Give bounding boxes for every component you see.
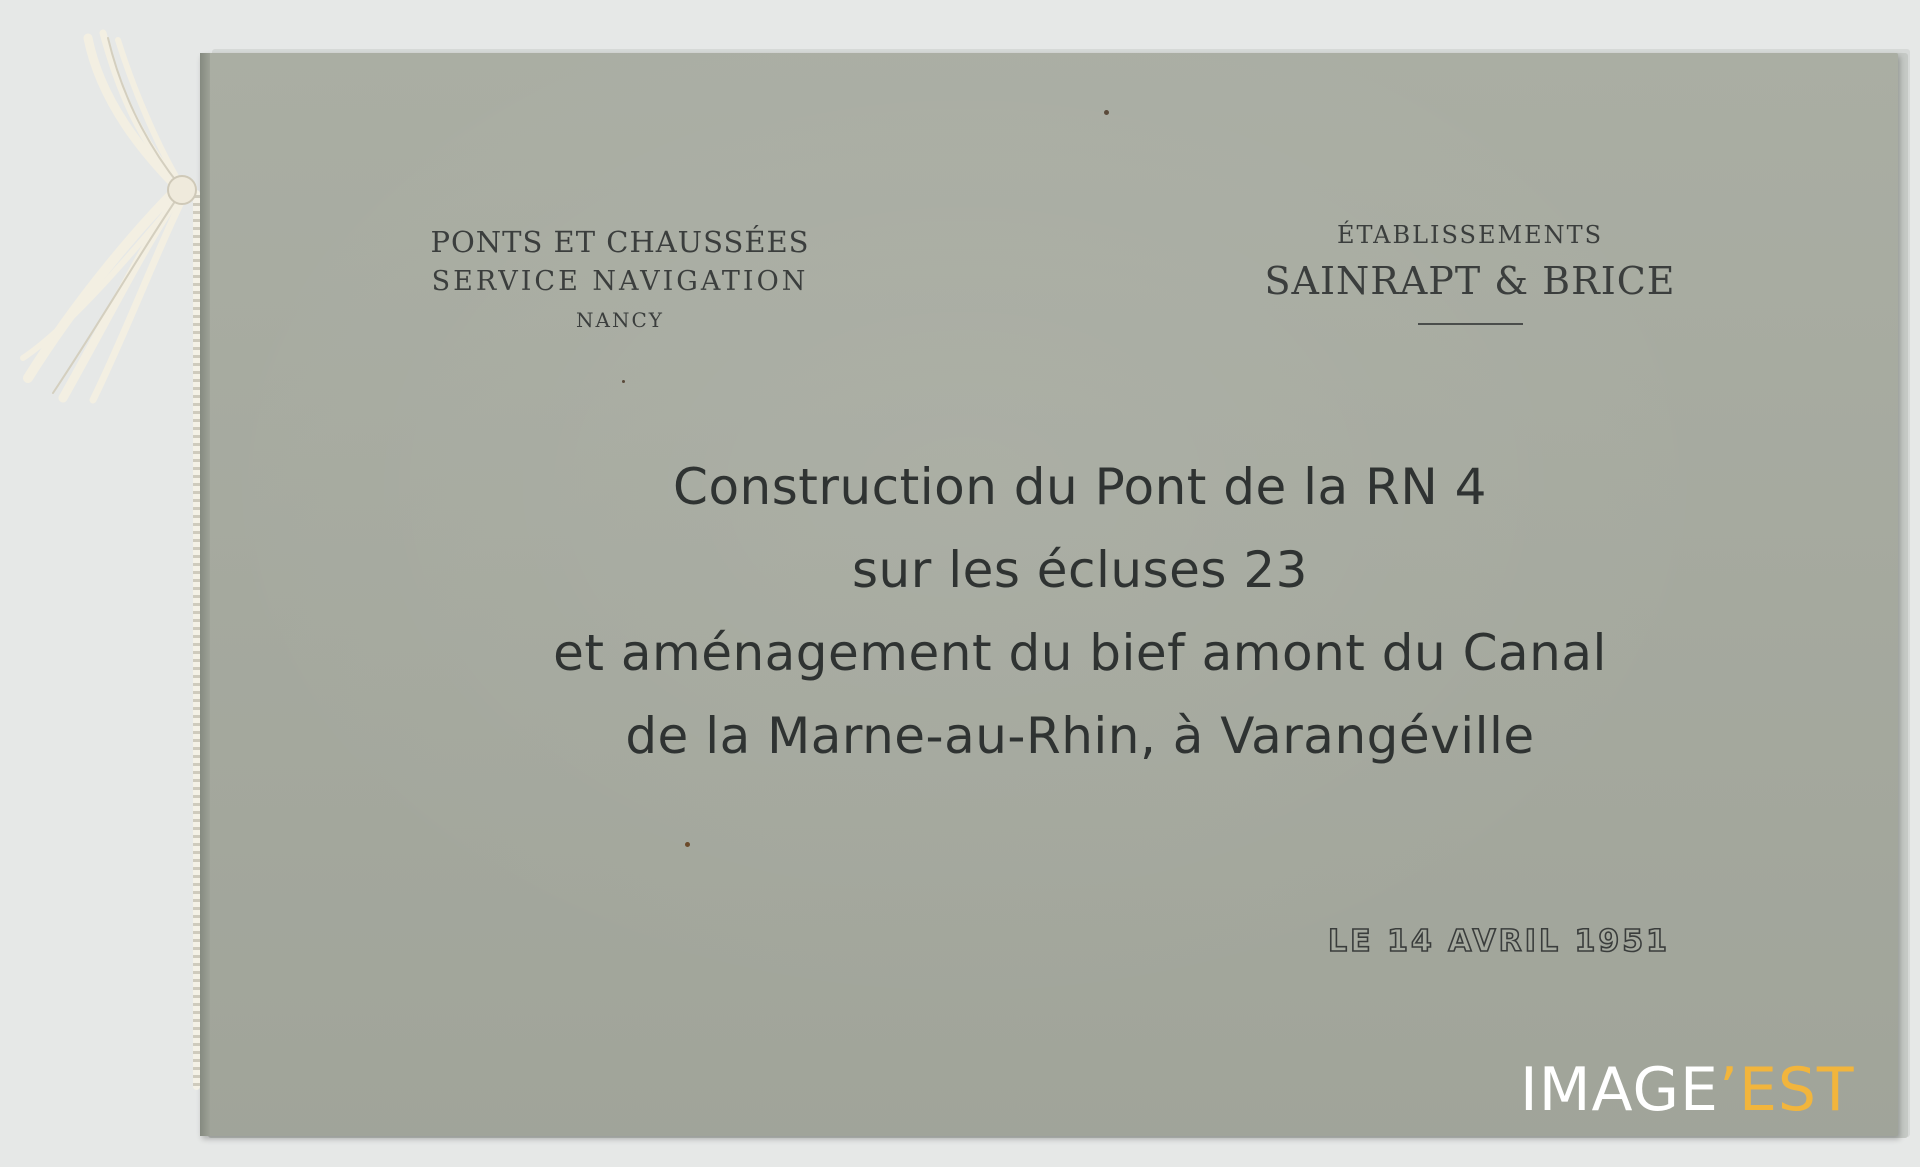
paper-speck: [685, 842, 690, 847]
company-name: SAINRAPT & BRICE: [1264, 259, 1676, 303]
document-title: [380, 446, 1780, 778]
watermark-part-2: EST: [1738, 1055, 1855, 1125]
document-date: LE 14 AVRIL 1951: [1328, 924, 1670, 959]
watermark-separator: ’: [1718, 1055, 1739, 1125]
title-line: sur les écluses 23: [852, 541, 1308, 599]
divider: [1418, 323, 1523, 325]
issuer-line-1: PONTS ET CHAUSSÉES: [430, 225, 810, 259]
tassel-icon: [8, 28, 208, 418]
issuer-city: NANCY: [576, 308, 664, 332]
title-line: Construction du Pont de la RN 4: [673, 458, 1487, 516]
company-block: [1260, 217, 1680, 325]
issuer-line-2: SERVICE NAVIGATION: [431, 266, 809, 297]
title-line: de la Marne-au-Rhin, à Varangéville: [625, 707, 1535, 765]
paper-speck: [622, 380, 625, 383]
watermark-logo: [1520, 1055, 1855, 1125]
watermark-part-1: IMAGE: [1520, 1055, 1719, 1125]
company-label: ÉTABLISSEMENTS: [1336, 221, 1604, 249]
title-line: et aménagement du bief amont du Canal: [553, 624, 1607, 682]
issuer-block: [420, 222, 820, 338]
paper-speck: [1104, 110, 1109, 115]
